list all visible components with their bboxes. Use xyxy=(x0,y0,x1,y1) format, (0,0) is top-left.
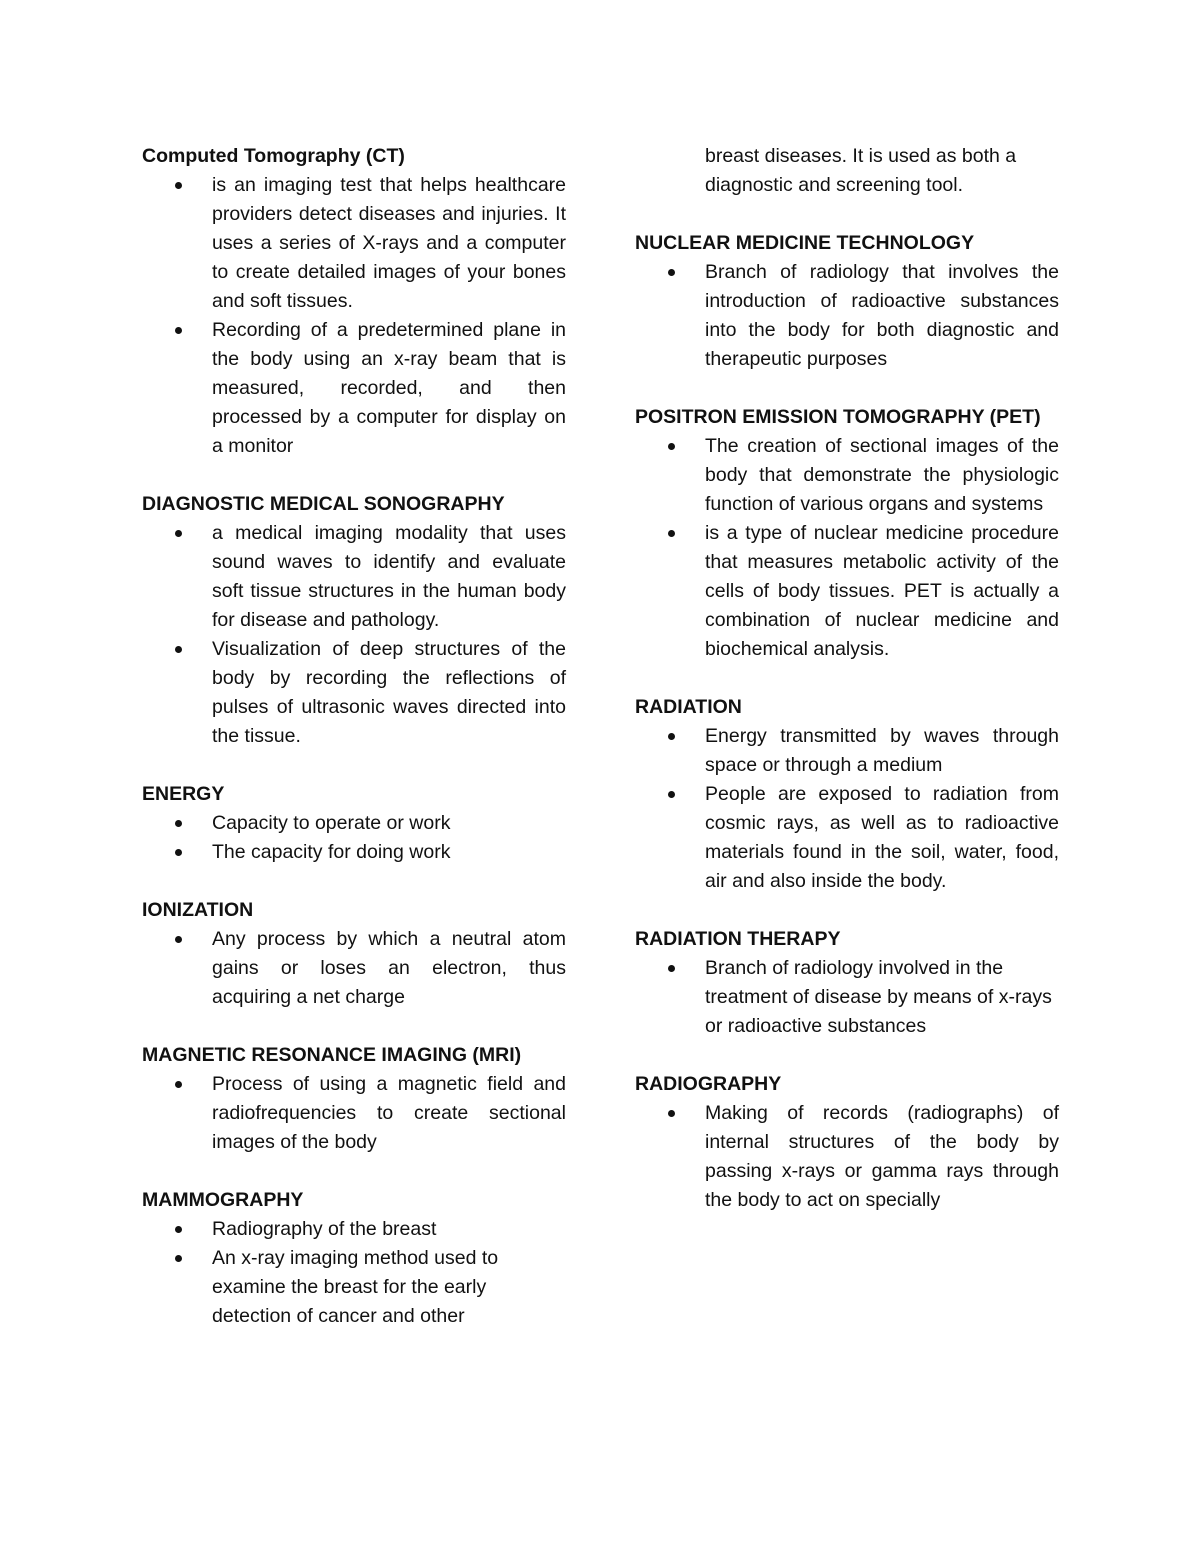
section-mri xyxy=(142,1041,566,1157)
list-item: Energy transmitted by waves through space or through a medium xyxy=(705,722,1059,780)
section-energy xyxy=(142,780,566,867)
section-heading: MAMMOGRAPHY xyxy=(142,1189,304,1211)
section-radiography xyxy=(635,1070,1059,1215)
list-item: An x-ray imaging method used to examine the breast for the early detection of cancer and other xyxy=(212,1244,566,1331)
bullet-list xyxy=(635,432,1059,664)
list-item: a medical imaging modality that uses sound waves to identify and evaluate soft tissue structures in the human body for disease and pathology. xyxy=(212,519,566,635)
bullet-list xyxy=(635,954,1059,1041)
list-item: is an imaging test that helps healthcare providers detect diseases and injuries. It uses a series of X-rays and a computer to create detailed images of your bones and soft tissues. xyxy=(212,171,566,316)
list-item: Visualization of deep structures of the body by recording the reflections of pulses of ultrasonic waves directed into the tissue. xyxy=(212,635,566,751)
list-item: Capacity to operate or work xyxy=(212,809,566,838)
list-item: Recording of a predetermined plane in the body using an x-ray beam that is measured, recorded, and then processed by a computer for display on a monitor xyxy=(212,316,566,461)
bullet-list xyxy=(635,258,1059,374)
section-heading: IONIZATION xyxy=(142,899,254,921)
continued-text: breast diseases. It is used as both a diagnostic and screening tool. xyxy=(705,145,1017,196)
left-column xyxy=(142,142,566,1331)
section-radiation xyxy=(635,693,1059,896)
section-heading: MAGNETIC RESONANCE IMAGING (MRI) xyxy=(142,1044,522,1066)
bullet-list xyxy=(142,171,566,461)
list-item: Radiography of the breast xyxy=(212,1215,566,1244)
bullet-list xyxy=(142,925,566,1012)
list-item: Any process by which a neutral atom gains or loses an electron, thus acquiring a net charge xyxy=(212,925,566,1012)
list-item: The capacity for doing work xyxy=(212,838,566,867)
bullet-list xyxy=(142,1215,566,1331)
section-ct xyxy=(142,142,566,461)
section-pet xyxy=(635,403,1059,664)
section-mammography xyxy=(142,1186,566,1331)
section-heading: DIAGNOSTIC MEDICAL SONOGRAPHY xyxy=(142,493,505,515)
list-item: The creation of sectional images of the body that demonstrate the physiologic function of various organs and systems xyxy=(705,432,1059,519)
list-item: is a type of nuclear medicine procedure that measures metabolic activity of the cells of body tissues. PET is actually a combination of nuclear medicine and biochemical analysis. xyxy=(705,519,1059,664)
right-column xyxy=(635,142,1059,1215)
list-item: Making of records (radiographs) of internal structures of the body by passing x-rays or gamma rays through the body to act on specially xyxy=(705,1099,1059,1215)
bullet-list xyxy=(635,722,1059,896)
list-item: Process of using a magnetic field and radiofrequencies to create sectional images of the body xyxy=(212,1070,566,1157)
bullet-list xyxy=(635,1099,1059,1215)
section-heading: RADIATION THERAPY xyxy=(635,928,841,950)
section-heading: POSITRON EMISSION TOMOGRAPHY (PET) xyxy=(635,406,1041,428)
section-ionization xyxy=(142,896,566,1012)
section-heading: RADIATION xyxy=(635,696,742,718)
bullet-list xyxy=(142,519,566,751)
list-item: Branch of radiology that involves the introduction of radioactive substances into the body for both diagnostic and therapeutic purposes xyxy=(705,258,1059,374)
bullet-list xyxy=(142,1070,566,1157)
bullet-list xyxy=(142,809,566,867)
section-heading: NUCLEAR MEDICINE TECHNOLOGY xyxy=(635,232,975,254)
section-radiation-therapy xyxy=(635,925,1059,1041)
section-sonography xyxy=(142,490,566,751)
section-nuclear-medicine xyxy=(635,229,1059,374)
list-item: People are exposed to radiation from cosmic rays, as well as to radioactive materials found in the soil, water, food, air and also inside the body. xyxy=(705,780,1059,896)
section-heading: ENERGY xyxy=(142,783,225,805)
section-heading: RADIOGRAPHY xyxy=(635,1073,782,1095)
list-item: Branch of radiology involved in the treatment of disease by means of x-rays or radioactive substances xyxy=(705,954,1059,1041)
section-heading: Computed Tomography (CT) xyxy=(142,145,405,167)
